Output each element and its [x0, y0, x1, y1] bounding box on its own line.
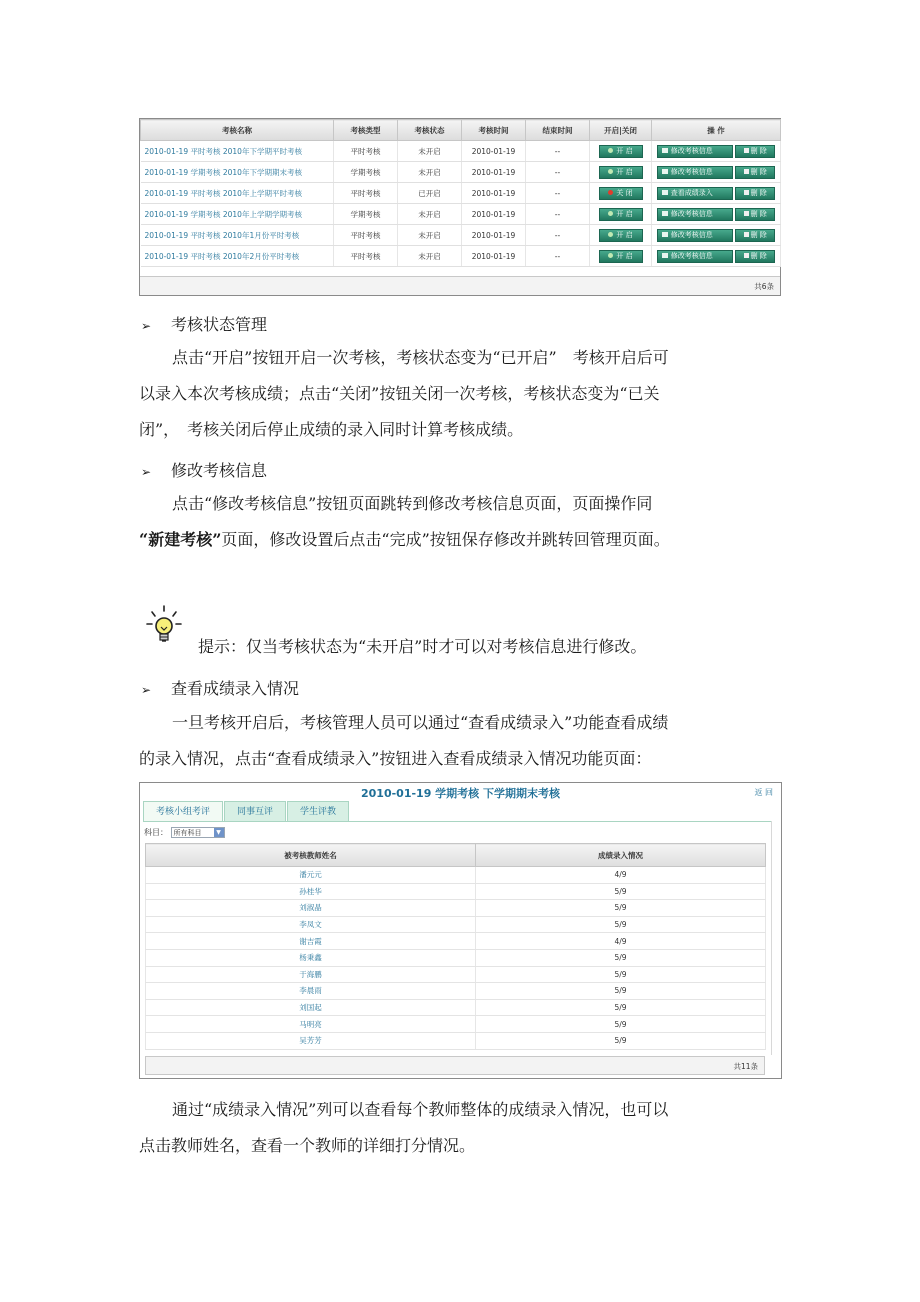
- edit-icon: [662, 253, 668, 258]
- ops-cell: [652, 225, 781, 246]
- edit-exam-button[interactable]: 修改考核信息: [657, 145, 733, 158]
- edit-icon: [662, 232, 668, 237]
- delete-button[interactable]: 删 除: [735, 145, 775, 158]
- edit-para-line1: 点击“修改考核信息”按钮页面跳转到修改考核信息页面，页面操作同: [172, 494, 653, 513]
- delete-icon: [744, 190, 749, 195]
- exam-type: 平时考核: [334, 183, 398, 204]
- grade-row: [146, 916, 766, 933]
- grade-table-header-row: [146, 844, 766, 867]
- grade-view-tabs: [143, 799, 350, 821]
- delete-button[interactable]: 删 除: [735, 166, 775, 179]
- play-icon: [608, 148, 613, 153]
- view-grades-button[interactable]: 查看成绩录入: [657, 187, 733, 200]
- tab-panel-border: [143, 821, 771, 822]
- status-para-line3: 闭”， 考核关闭后停止成绩的录入同时计算考核成绩。: [139, 420, 524, 439]
- grade-table-footer: 共11条: [145, 1056, 765, 1075]
- exam-status: 未开启: [398, 141, 462, 162]
- col-header-type: 考核类型: [334, 120, 398, 141]
- exam-time: 2010-01-19: [462, 246, 526, 267]
- delete-icon: [744, 148, 749, 153]
- delete-button[interactable]: 删 除: [735, 208, 775, 221]
- exam-end: --: [526, 162, 590, 183]
- exam-time: 2010-01-19: [462, 162, 526, 183]
- teacher-name-link[interactable]: 孙桂华: [146, 883, 476, 900]
- exam-end: --: [526, 225, 590, 246]
- exam-end: --: [526, 246, 590, 267]
- user-icon: [662, 190, 668, 195]
- delete-icon: [744, 211, 749, 216]
- subject-filter: [144, 827, 225, 838]
- delete-icon: [744, 253, 749, 258]
- grade-row: [146, 933, 766, 950]
- exam-name-link[interactable]: 2010-01-19 平时考核 2010年下学期平时考核: [141, 141, 334, 162]
- section-heading-grades: ➢ 查看成绩录入情况: [141, 679, 300, 698]
- col-header-name: 考核名称: [141, 120, 334, 141]
- edit-icon: [662, 148, 668, 153]
- closing-line1: 通过“成绩录入情况”列可以查看每个教师整体的成绩录入情况，也可以: [172, 1100, 669, 1119]
- teacher-name-link[interactable]: 杨秉鑫: [146, 949, 476, 966]
- exam-time: 2010-01-19: [462, 141, 526, 162]
- exam-type: 学期考核: [334, 162, 398, 183]
- exam-status: 未开启: [398, 246, 462, 267]
- delete-button[interactable]: 删 除: [735, 250, 775, 263]
- entry-progress: 5/9: [476, 1032, 766, 1049]
- ops-cell: [652, 204, 781, 225]
- grade-view-screenshot: [139, 782, 782, 1079]
- exam-time: 2010-01-19: [462, 225, 526, 246]
- col-header-entry: 成绩录入情况: [476, 844, 766, 867]
- exam-status: 未开启: [398, 225, 462, 246]
- delete-icon: [744, 169, 749, 174]
- exam-table: [140, 119, 781, 267]
- toggle-cell: [590, 246, 652, 267]
- open-exam-button[interactable]: 开 启: [599, 166, 643, 179]
- close-exam-button[interactable]: 关 闭: [599, 187, 643, 200]
- toggle-cell: [590, 162, 652, 183]
- grade-row: [146, 949, 766, 966]
- entry-progress: 5/9: [476, 916, 766, 933]
- edit-icon: [662, 211, 668, 216]
- grades-para-line1: 一旦考核开启后，考核管理人员可以通过“查看成绩录入”功能查看成绩: [172, 713, 669, 732]
- toggle-cell: [590, 204, 652, 225]
- status-para-line2: 以录入本次考核成绩；点击“关闭”按钮关闭一次考核，考核状态变为“已关: [139, 384, 660, 403]
- col-header-end: 结束时间: [526, 120, 590, 141]
- subject-select[interactable]: 所有科目 ▼: [171, 827, 225, 838]
- exam-end: --: [526, 183, 590, 204]
- grade-row: [146, 1032, 766, 1049]
- toggle-cell: [590, 225, 652, 246]
- col-header-toggle: 开启|关闭: [590, 120, 652, 141]
- teacher-name-link[interactable]: 谢吉霞: [146, 933, 476, 950]
- edit-icon: [662, 169, 668, 174]
- grade-row: [146, 867, 766, 884]
- open-exam-button[interactable]: 开 启: [599, 229, 643, 242]
- exam-name-link[interactable]: 2010-01-19 平时考核 2010年1月份平时考核: [141, 225, 334, 246]
- entry-progress: 4/9: [476, 867, 766, 884]
- bullet-arrow-icon: ➢: [141, 319, 152, 333]
- play-icon: [608, 169, 613, 174]
- exam-status: 未开启: [398, 162, 462, 183]
- entry-progress: 5/9: [476, 966, 766, 983]
- teacher-name-link[interactable]: 吴芳芳: [146, 1032, 476, 1049]
- exam-type: 平时考核: [334, 225, 398, 246]
- entry-progress: 5/9: [476, 1016, 766, 1033]
- exam-name-link[interactable]: 2010-01-19 学期考核 2010年下学期期末考核: [141, 162, 334, 183]
- closing-line2: 点击教师姓名，查看一个教师的详细打分情况。: [139, 1136, 476, 1155]
- status-para-line1: 点击“开启”按钮开启一次考核，考核状态变为“已开启” 考核开启后可: [172, 348, 669, 367]
- col-header-ops: 操 作: [652, 120, 781, 141]
- grade-row: [146, 966, 766, 983]
- tab-group-review[interactable]: 考核小组考评: [143, 801, 223, 822]
- grade-row: [146, 900, 766, 917]
- entry-progress: 4/9: [476, 933, 766, 950]
- entry-progress: 5/9: [476, 883, 766, 900]
- teacher-name-link[interactable]: 李晨雨: [146, 983, 476, 1000]
- col-header-teacher: 被考核教师姓名: [146, 844, 476, 867]
- exam-time: 2010-01-19: [462, 183, 526, 204]
- ops-cell: [652, 162, 781, 183]
- edit-para-line2: “新建考核”页面，修改设置后点击“完成”按钮保存修改并跳转回管理页面。: [139, 530, 670, 549]
- ops-cell: [652, 183, 781, 204]
- vertical-scrollbar[interactable]: [771, 821, 779, 1055]
- grade-table: [145, 843, 766, 1050]
- exam-status: 未开启: [398, 204, 462, 225]
- exam-table-footer: 共6条: [140, 276, 780, 295]
- section-heading-edit: ➢ 修改考核信息: [141, 461, 268, 480]
- exam-row: [141, 246, 781, 267]
- delete-icon: [744, 232, 749, 237]
- tab-student-review[interactable]: 学生评教: [287, 801, 349, 822]
- teacher-name-link[interactable]: 刘国起: [146, 999, 476, 1016]
- teacher-name-link[interactable]: 马明亮: [146, 1016, 476, 1033]
- exam-row: [141, 204, 781, 225]
- back-link[interactable]: 返 回: [754, 788, 773, 797]
- exam-table-header-row: [141, 120, 781, 141]
- grade-view-title: 2010-01-19 学期考核 下学期期末考核: [360, 787, 561, 800]
- lightbulb-icon: [144, 604, 184, 648]
- open-exam-button[interactable]: 开 启: [599, 145, 643, 158]
- col-header-time: 考核时间: [462, 120, 526, 141]
- exam-type: 平时考核: [334, 246, 398, 267]
- entry-progress: 5/9: [476, 900, 766, 917]
- exam-name-link[interactable]: 2010-01-19 平时考核 2010年上学期平时考核: [141, 183, 334, 204]
- edit-exam-button[interactable]: 修改考核信息: [657, 208, 733, 221]
- exam-end: --: [526, 141, 590, 162]
- play-icon: [608, 253, 613, 258]
- play-icon: [608, 232, 613, 237]
- edit-exam-button[interactable]: 修改考核信息: [657, 250, 733, 263]
- exam-row: [141, 162, 781, 183]
- toggle-cell: [590, 141, 652, 162]
- grade-row: [146, 983, 766, 1000]
- teacher-name-link[interactable]: 于海鹏: [146, 966, 476, 983]
- exam-type: 学期考核: [334, 204, 398, 225]
- open-exam-button[interactable]: 开 启: [599, 208, 643, 221]
- stop-icon: [608, 190, 613, 195]
- edit-exam-button[interactable]: 修改考核信息: [657, 229, 733, 242]
- play-icon: [608, 211, 613, 216]
- teacher-name-link[interactable]: 刘淑晶: [146, 900, 476, 917]
- bullet-arrow-icon: ➢: [141, 465, 152, 479]
- teacher-name-link[interactable]: 潘元元: [146, 867, 476, 884]
- new-exam-bold: “新建考核”: [139, 530, 222, 549]
- grades-para-line2: 的录入情况，点击“查看成绩录入”按钮进入查看成绩录入情况功能页面：: [139, 749, 652, 768]
- entry-progress: 5/9: [476, 949, 766, 966]
- entry-progress: 5/9: [476, 999, 766, 1016]
- bullet-arrow-icon: ➢: [141, 683, 152, 697]
- exam-time: 2010-01-19: [462, 204, 526, 225]
- exam-table-screenshot: [139, 118, 781, 296]
- exam-name-link[interactable]: 2010-01-19 平时考核 2010年2月份平时考核: [141, 246, 334, 267]
- exam-name-link[interactable]: 2010-01-19 学期考核 2010年上学期学期考核: [141, 204, 334, 225]
- exam-type: 平时考核: [334, 141, 398, 162]
- exam-row: [141, 225, 781, 246]
- section-heading-status: ➢ 考核状态管理: [141, 315, 268, 334]
- grade-row: [146, 883, 766, 900]
- grade-row: [146, 999, 766, 1016]
- exam-row: [141, 141, 781, 162]
- grade-row: [146, 1016, 766, 1033]
- exam-status: 已开启: [398, 183, 462, 204]
- toggle-cell: [590, 183, 652, 204]
- delete-button[interactable]: 删 除: [735, 187, 775, 200]
- exam-row: [141, 183, 781, 204]
- subject-filter-label: 科目：: [144, 828, 168, 837]
- open-exam-button[interactable]: 开 启: [599, 250, 643, 263]
- chevron-down-icon: ▼: [214, 828, 224, 837]
- tip-text: 提示：仅当考核状态为“未开启”时才可以对考核信息进行修改。: [198, 637, 647, 656]
- ops-cell: [652, 246, 781, 267]
- entry-progress: 5/9: [476, 983, 766, 1000]
- edit-exam-button[interactable]: 修改考核信息: [657, 166, 733, 179]
- exam-end: --: [526, 204, 590, 225]
- delete-button[interactable]: 删 除: [735, 229, 775, 242]
- teacher-name-link[interactable]: 李凤文: [146, 916, 476, 933]
- tab-peer-review[interactable]: 同事互评: [224, 801, 286, 822]
- ops-cell: [652, 141, 781, 162]
- col-header-status: 考核状态: [398, 120, 462, 141]
